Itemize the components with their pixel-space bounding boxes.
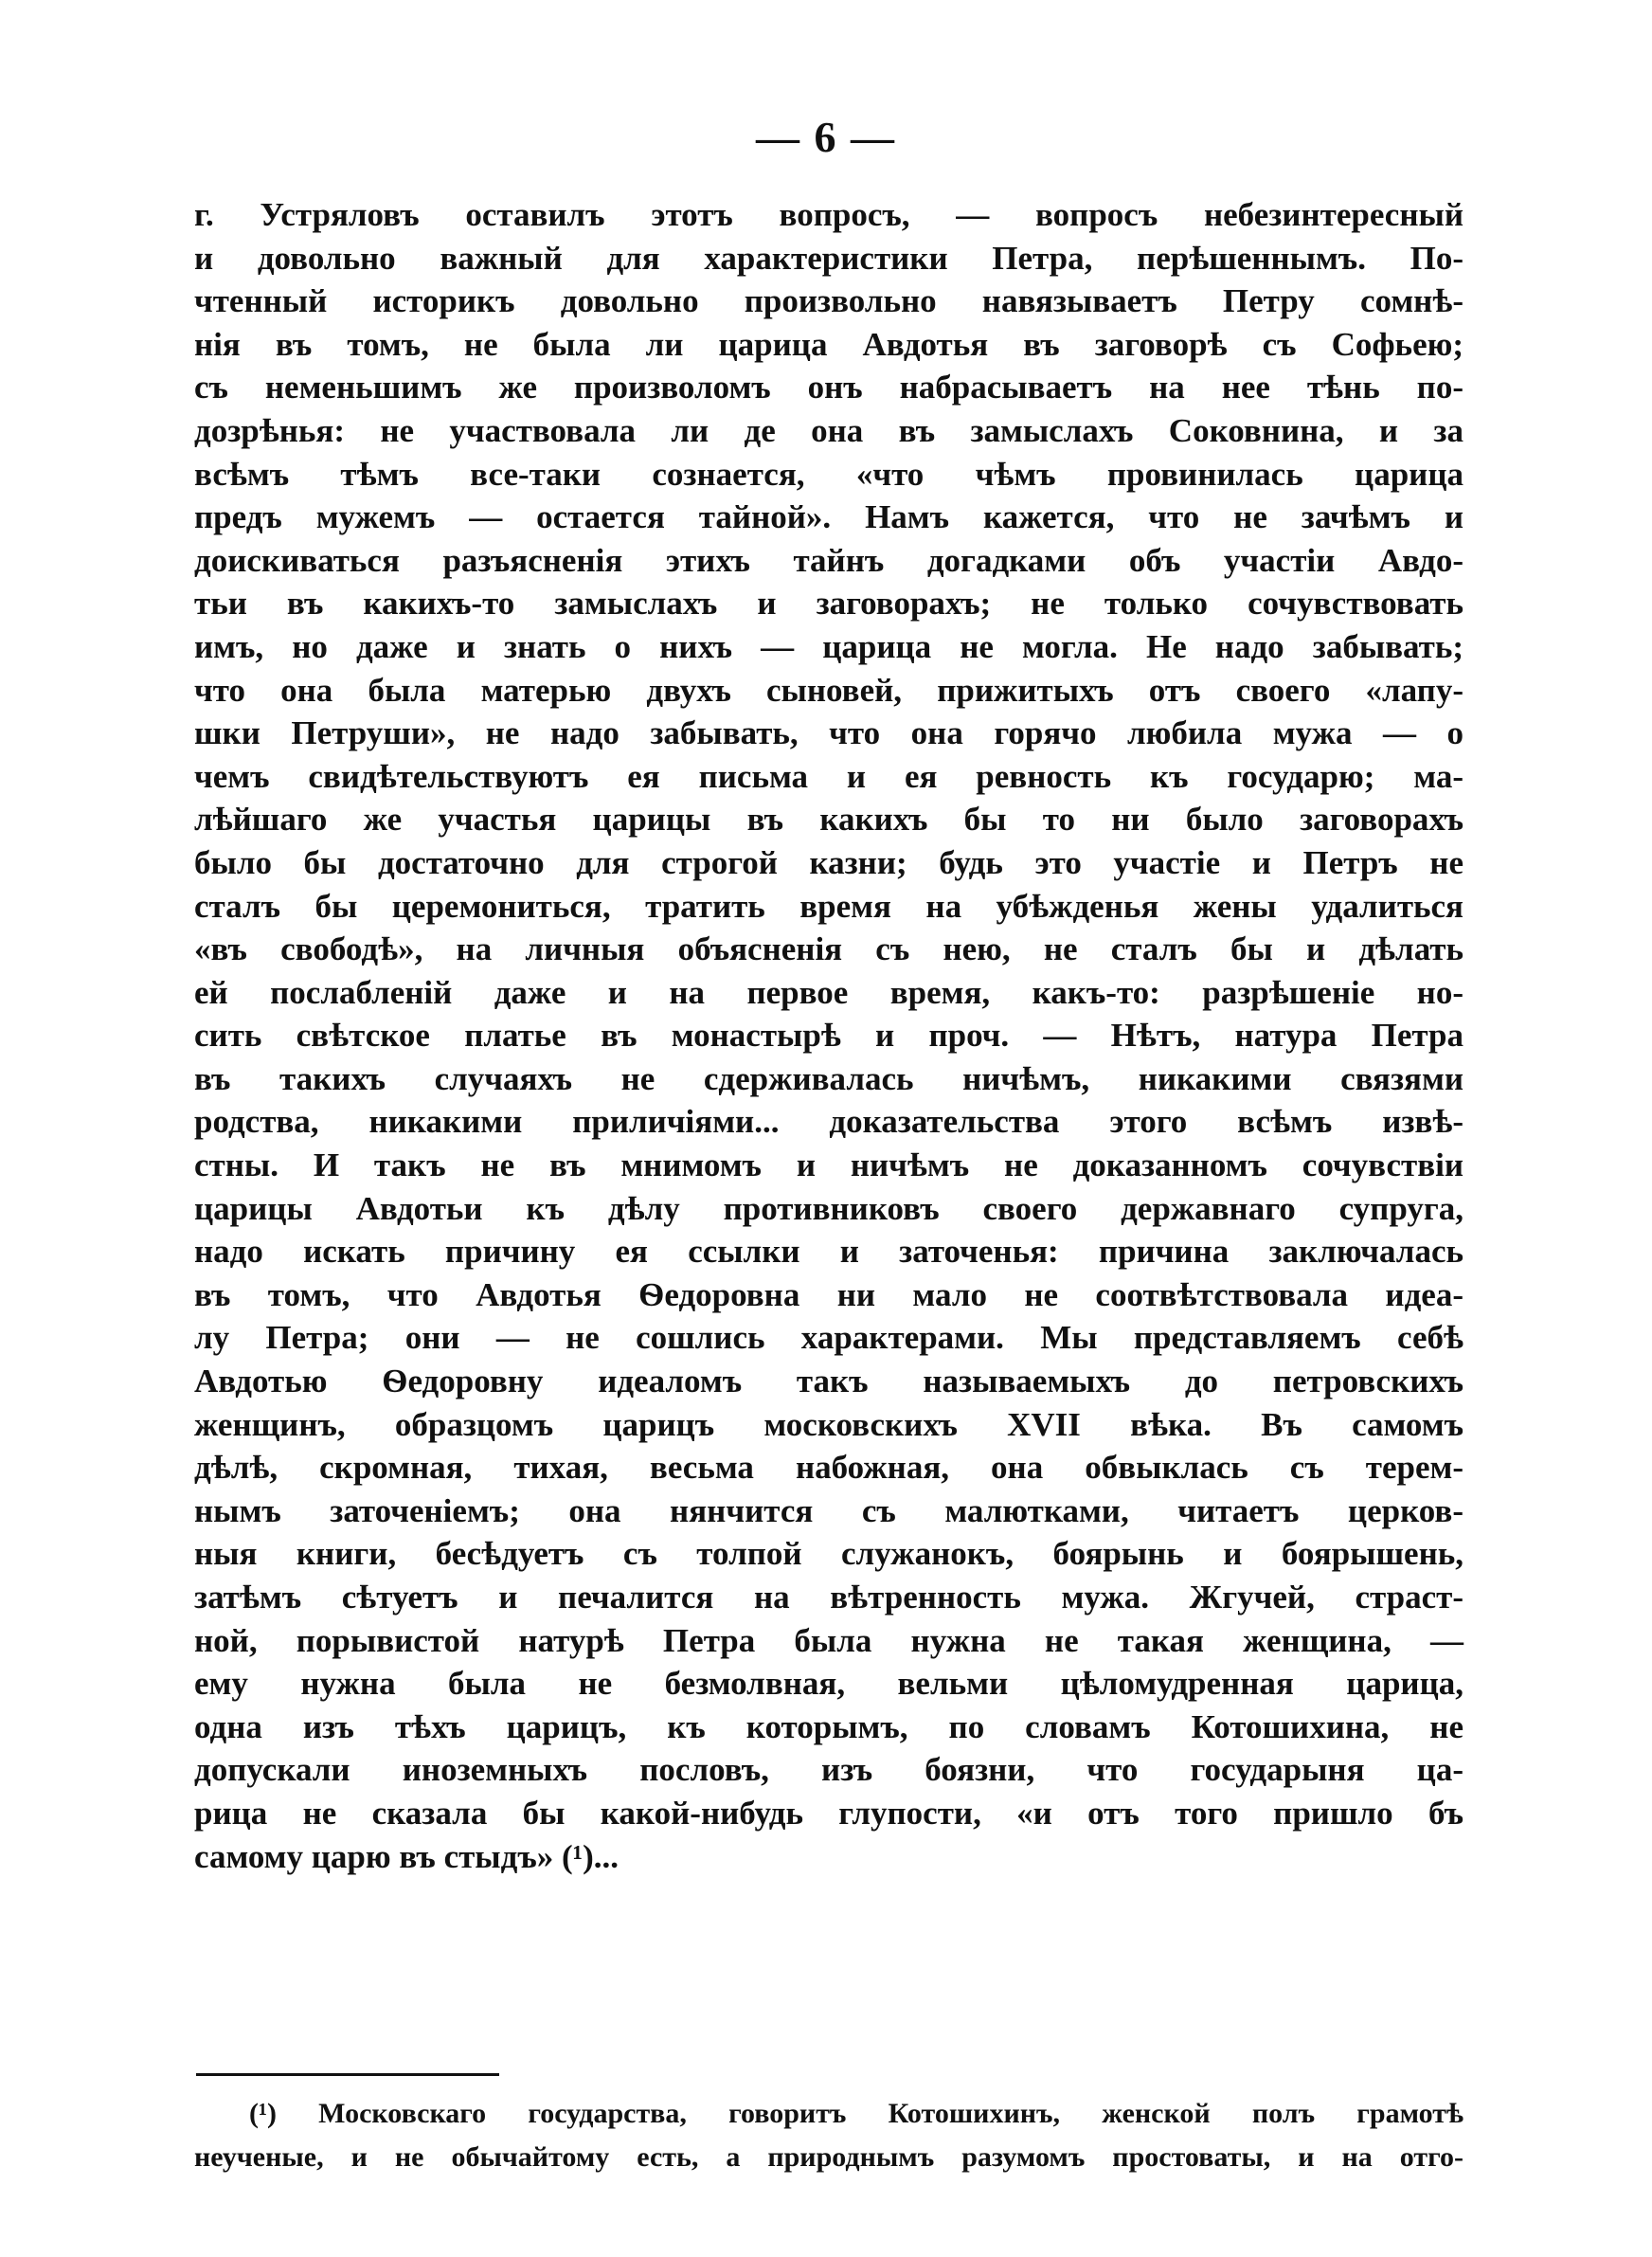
text-line: ной, порывистой натурѣ Петра была нужна не такая женщина, — [194,1621,1463,1659]
text-line: сталъ бы церемониться, тратить время на убѣжденья жены удалиться [194,887,1463,925]
text-line: надо искать причину ея ссылки и заточенья: причина заключалась [194,1233,1463,1271]
text-line: имъ, но даже и знать о нихъ — царица не могла. Не надо забывать; [194,627,1463,665]
text-line: ей послабленій даже и на первое время, какъ-то: разрѣшеніе но- [194,973,1463,1011]
text-line: ему нужна была не безмолвная, вельми цѣломудренная царица, [194,1665,1463,1703]
text-line: лѣйшаго же участья царицы въ какихъ бы то ни было заговорахъ [194,801,1463,839]
footnote-divider [196,2073,499,2076]
text-line: нія въ томъ, не была ли царица Авдотья въ заговорѣ съ Софьею; [194,325,1463,363]
text-line: дозрѣнья: не участвовала ли де она въ замыслахъ Соковнина, и за [194,411,1463,449]
text-line: шки Петруши», не надо забывать, что она горячо любила мужа — о [194,714,1463,752]
text-line: въ томъ, что Авдотья Ѳедоровна ни мало не соотвѣтствовала идеа- [194,1275,1463,1313]
text-line: чтенный историкъ довольно произвольно навязываетъ Петру сомнѣ- [194,282,1463,320]
text-line: самому царю въ стыдъ» (¹)... [194,1837,620,1875]
text-line: одна изъ тѣхъ царицъ, къ которымъ, по словамъ Котошихина, не [194,1707,1463,1745]
text-line: въ такихъ случаяхъ не сдерживалась ничѣмъ, никакими связями [194,1059,1463,1097]
text-line: сить свѣтское платье въ монастырѣ и проч. — Нѣтъ, натура Петра [194,1017,1463,1055]
text-line: «въ свободѣ», на личныя объясненія съ нею, не сталъ бы и дѣлать [194,930,1463,968]
text-line: рица не сказала бы какой-нибудь глупости, «и отъ того пришло бъ [194,1794,1463,1832]
text-line: дѣлѣ, скромная, тихая, весьма набожная, она обвыклась съ терем- [194,1449,1463,1487]
text-line: нымъ заточеніемъ; она нянчится съ малютками, читаетъ церков- [194,1491,1463,1529]
text-line: было бы достаточно для строгой казни; будь это участіе и Петръ не [194,843,1463,881]
page-number: — 6 — [756,113,896,161]
text-line: и довольно важный для характеристики Петра, перѣшеннымъ. По- [194,239,1463,277]
text-line: лу Петра; они — не сошлись характерами. Мы представляемъ себѣ [194,1319,1463,1357]
body-text [194,193,1463,1878]
text-line: допускали иноземныхъ пословъ, изъ боязни, что государыня ца- [194,1751,1463,1789]
text-line: затѣмъ сѣтуетъ и печалится на вѣтренность мужа. Жгучей, страст- [194,1579,1463,1616]
text-line: царицы Авдотьи къ дѣлу противниковъ своего державнаго супруга, [194,1189,1463,1227]
text-line: женщинъ, образцомъ царицъ московскихъ XVII вѣка. Въ самомъ [194,1405,1463,1443]
text-line: что она была матерью двухъ сыновей, прижитыхъ отъ своего «лапу- [194,671,1463,709]
text-line: доискиваться разъясненія этихъ тайнъ догадками объ участіи Авдо- [194,541,1463,579]
text-line: г. Устряловъ оставилъ этотъ вопросъ, — вопросъ небезинтересный [194,196,1463,233]
footnote-line: неученые, и не обычайтому есть, а природнымъ разумомъ простоваты, и на отго- [194,2141,1463,2173]
text-line: съ неменьшимъ же произволомъ онъ набрасываетъ на нее тѣнь по- [194,369,1463,406]
text-line: ныя книги, бесѣдуетъ съ толпой служанокъ, боярынь и боярышень, [194,1535,1463,1573]
text-line: Авдотью Ѳедоровну идеаломъ такъ называемыхъ до петровскихъ [194,1363,1463,1400]
footnote-line: (¹) Московскаго государства, говоритъ Котошихинъ, женской полъ грамотѣ [249,2098,1463,2129]
text-line: предъ мужемъ — остается тайной». Намъ кажется, что не зачѣмъ и [194,498,1463,536]
text-line: родства, никакими приличіями... доказательства этого всѣмъ извѣ- [194,1103,1463,1141]
text-line: чемъ свидѣтельствуютъ ея письма и ея ревность къ государю; ма- [194,757,1463,795]
text-line: стны. И такъ не въ мнимомъ и ничѣмъ не доказанномъ сочувствіи [194,1147,1463,1184]
text-line: тьи въ какихъ-то замыслахъ и заговорахъ; не только сочувствовать [194,585,1463,623]
footnote [194,2092,1463,2179]
text-line: всѣмъ тѣмъ все-таки сознается, «что чѣмъ провинилась царица [194,455,1463,493]
